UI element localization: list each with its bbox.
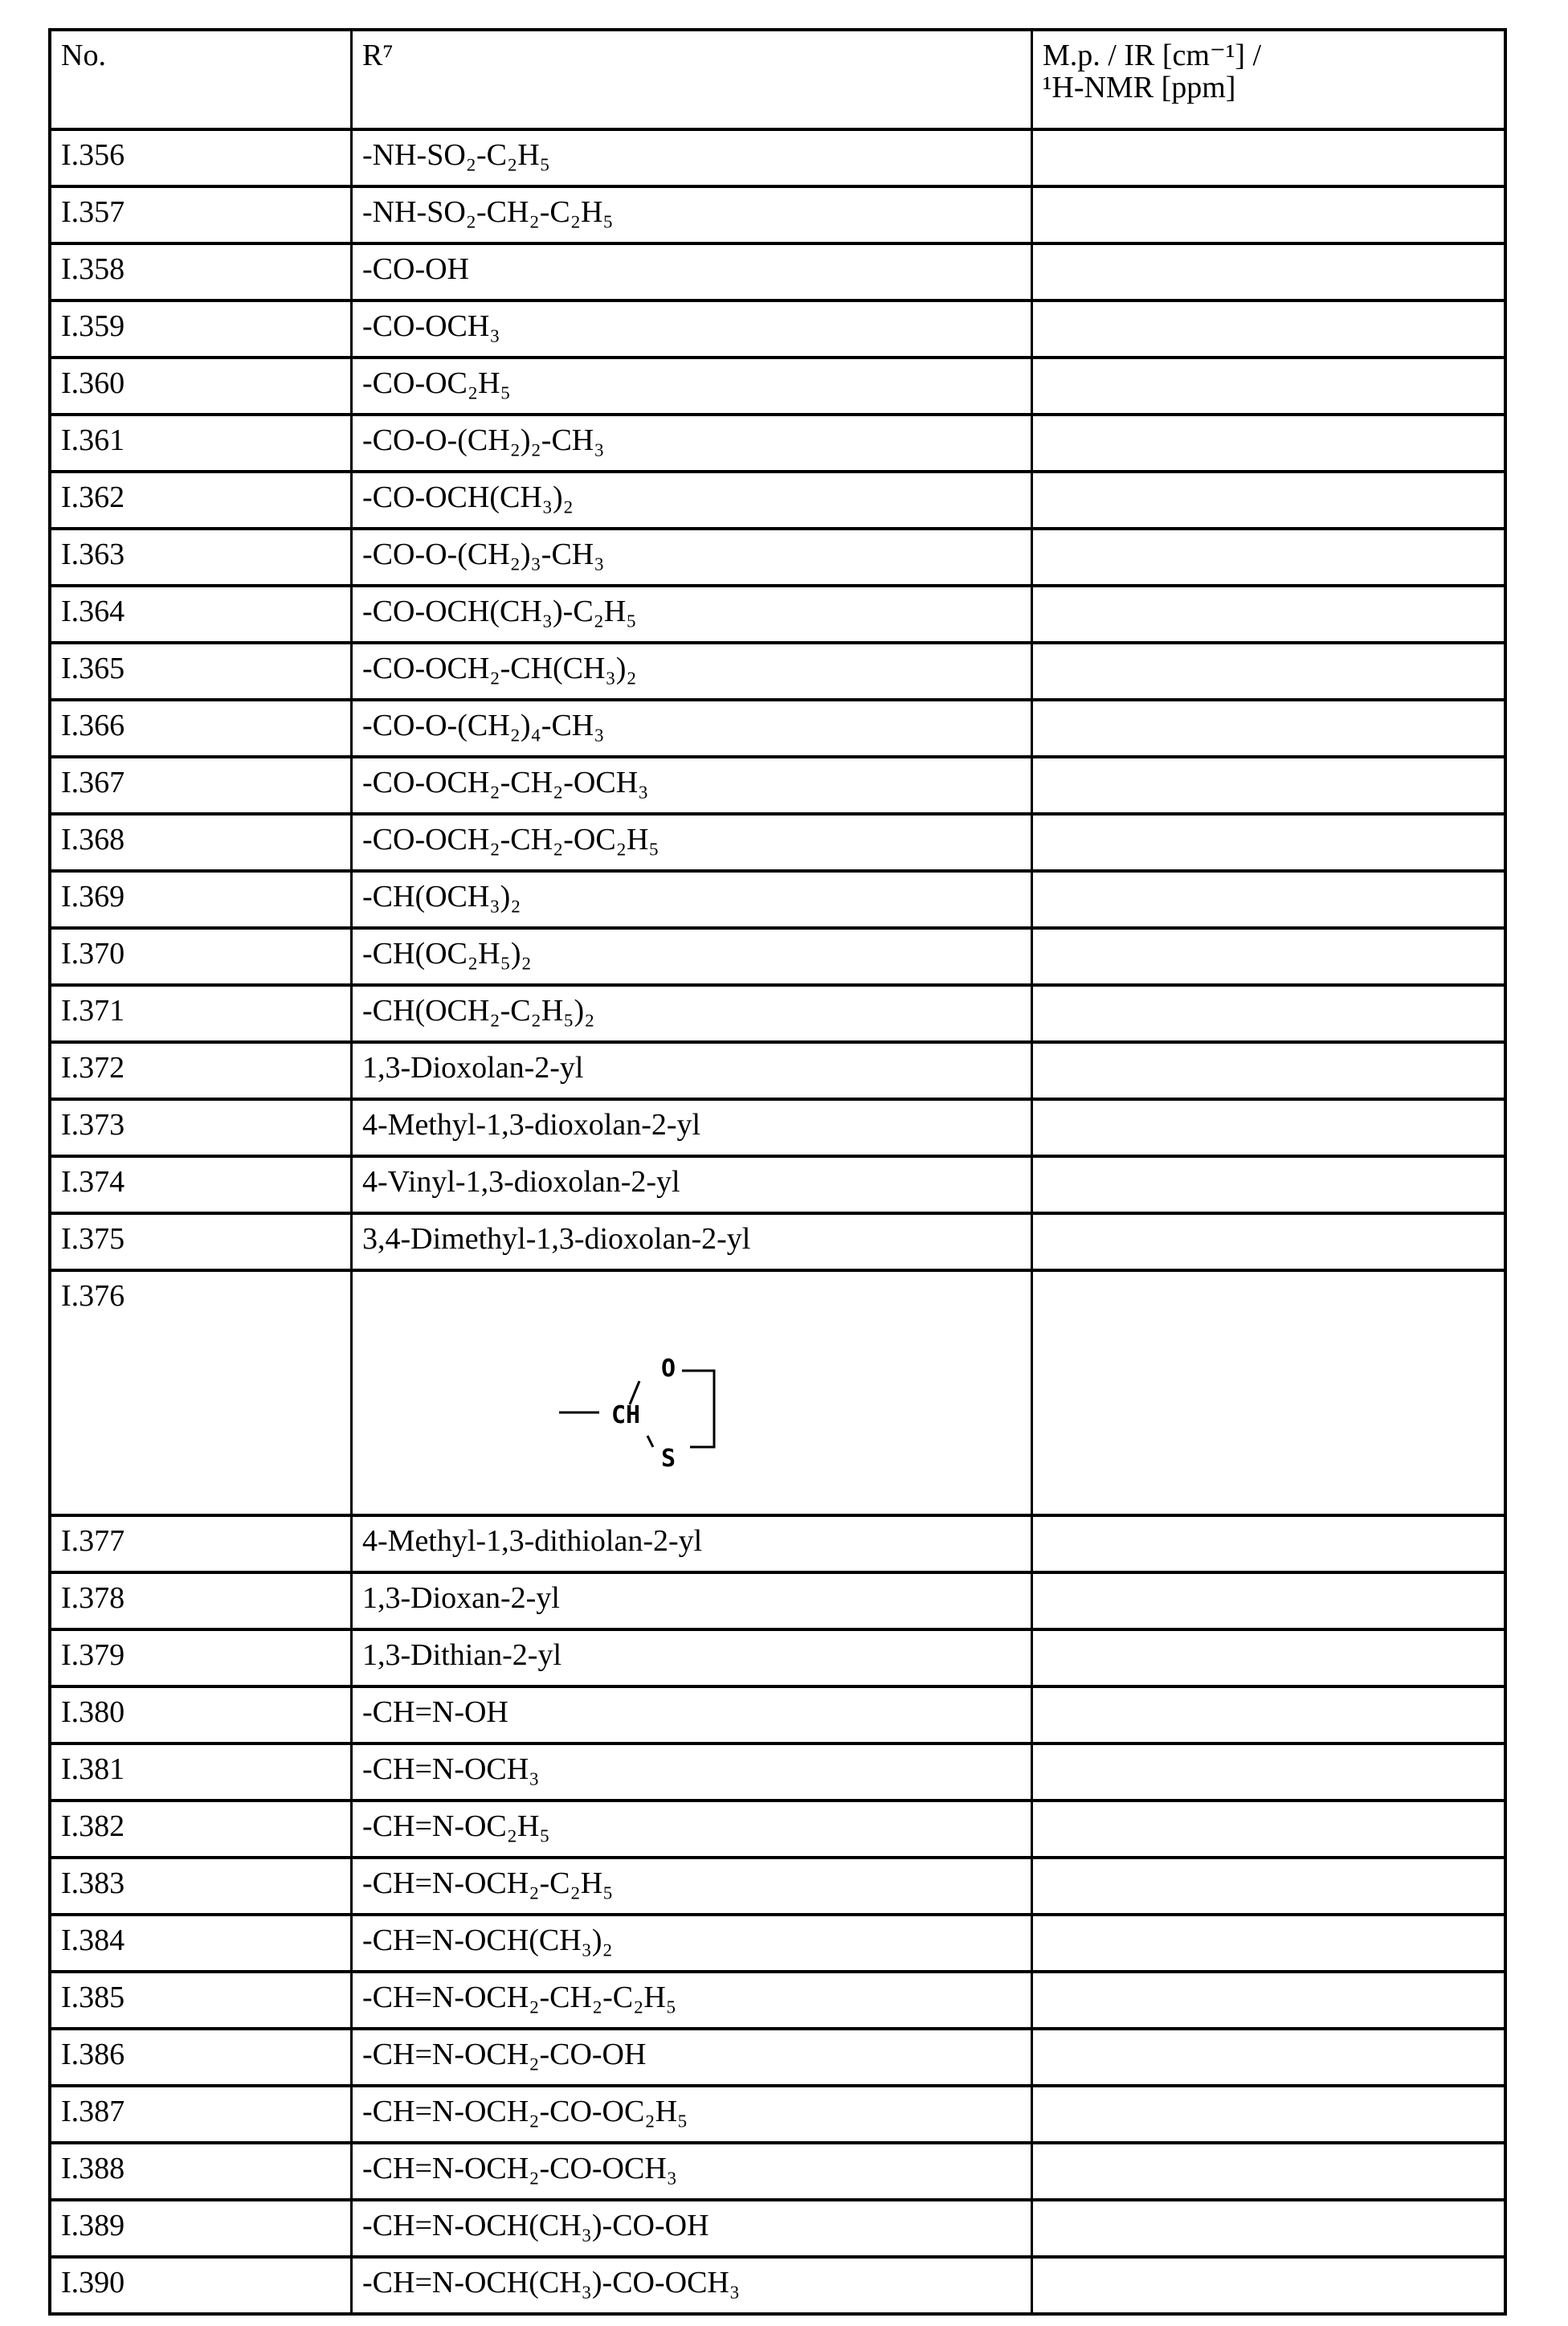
r7-substituent: -CO-OCH₂-CH₂-OCH₃ xyxy=(350,758,1031,812)
r7-substituent: -CH=N-OCH(CH₃)-CO-OCH₃ xyxy=(350,2259,1031,2312)
table-header-row xyxy=(51,31,1504,128)
atom-label-oxygen: O xyxy=(661,1355,676,1383)
table-row xyxy=(51,470,1504,527)
table-row xyxy=(51,1742,1504,1799)
physical-data xyxy=(1031,2030,1504,2084)
table-row xyxy=(51,2141,1504,2198)
compound-number: I.376 xyxy=(61,1279,125,1313)
physical-data xyxy=(1031,930,1504,983)
column-header-physical-data xyxy=(1031,31,1504,128)
r7-substituent: -CO-O-(CH₂)₂-CH₃ xyxy=(350,416,1031,470)
compound-number: I.361 xyxy=(61,423,125,457)
compound-number: I.373 xyxy=(61,1108,125,1142)
compound-number: I.377 xyxy=(61,1524,125,1558)
physical-data xyxy=(1031,473,1504,527)
physical-data xyxy=(1031,2259,1504,2312)
physical-data xyxy=(1031,188,1504,242)
compound-number: I.363 xyxy=(61,538,125,571)
r7-substituent: -CO-OCH₂-CH(CH₃)₂ xyxy=(350,644,1031,698)
physical-data xyxy=(1031,245,1504,299)
table-row xyxy=(51,1799,1504,1856)
table-row xyxy=(51,1970,1504,2027)
table-row xyxy=(51,1685,1504,1742)
table-row xyxy=(51,1212,1504,1269)
table-row xyxy=(51,128,1504,185)
compound-number: I.357 xyxy=(61,195,125,229)
compound-number: I.358 xyxy=(61,252,125,286)
physical-data xyxy=(1031,873,1504,926)
table-row xyxy=(51,1856,1504,1913)
table-row xyxy=(51,2027,1504,2084)
table-row xyxy=(51,242,1504,299)
r7-substituent: -CO-OCH(CH₃)₂ xyxy=(350,473,1031,527)
physical-data xyxy=(1031,1044,1504,1098)
compound-number: I.374 xyxy=(61,1165,125,1199)
physical-data xyxy=(1031,302,1504,356)
compound-number: I.366 xyxy=(61,709,125,742)
r7-substituent: -CH=N-OCH(CH₃)-CO-OH xyxy=(350,2201,1031,2255)
r7-substituent: -CH=N-OCH₂-CO-OCH₃ xyxy=(350,2144,1031,2198)
compound-number: I.385 xyxy=(61,1981,125,2014)
physical-data xyxy=(1031,701,1504,755)
r7-substituent: -CO-OCH₃ xyxy=(350,302,1031,356)
compound-number: I.388 xyxy=(61,2152,125,2185)
table-row xyxy=(51,413,1504,470)
compound-number: I.356 xyxy=(61,138,125,172)
physical-data xyxy=(1031,1272,1504,1514)
atom-label-methine: CH xyxy=(611,1401,641,1429)
r7-substituent: -CH=N-OC₂H₅ xyxy=(350,1802,1031,1856)
table-row xyxy=(51,356,1504,413)
r7-substituent: -CH=N-OCH₂-CH₂-C₂H₅ xyxy=(350,1973,1031,2027)
table-row xyxy=(51,1571,1504,1628)
table-row xyxy=(51,926,1504,983)
table-row xyxy=(51,185,1504,242)
physical-data xyxy=(1031,1158,1504,1212)
compound-number: I.382 xyxy=(61,1809,125,1843)
table-row xyxy=(51,584,1504,641)
table-row xyxy=(51,2255,1504,2312)
compound-table xyxy=(48,28,1507,2316)
compound-number: I.380 xyxy=(61,1695,125,1729)
table-row xyxy=(51,983,1504,1040)
physical-data xyxy=(1031,644,1504,698)
table-row xyxy=(51,698,1504,755)
r7-substituent: 4-Methyl-1,3-dioxolan-2-yl xyxy=(350,1101,1031,1155)
column-header-no: No. xyxy=(61,39,106,72)
compound-number: I.379 xyxy=(61,1638,125,1672)
r7-substituent: -CH=N-OCH₂-CO-OH xyxy=(350,2030,1031,2084)
table-row xyxy=(51,2198,1504,2255)
table-row xyxy=(51,1514,1504,1571)
r7-substituent: -CH(OC₂H₅)₂ xyxy=(350,930,1031,983)
compound-number: I.365 xyxy=(61,652,125,685)
physical-data xyxy=(1031,416,1504,470)
compound-number: I.360 xyxy=(61,366,125,400)
r7-substituent: -CH=N-OH xyxy=(350,1688,1031,1742)
r7-substituent xyxy=(350,1272,1031,1514)
physical-data xyxy=(1031,1802,1504,1856)
compound-number: I.375 xyxy=(61,1222,125,1256)
compound-number: I.384 xyxy=(61,1923,125,1957)
atom-label-sulfur: S xyxy=(661,1445,676,1473)
physical-data xyxy=(1031,1631,1504,1685)
compound-number: I.371 xyxy=(61,994,125,1028)
compound-number: I.362 xyxy=(61,480,125,514)
column-header-physical-data-line1: M.p. / IR [cm⁻¹] / xyxy=(1043,39,1262,72)
r7-substituent: -CO-O-(CH₂)₄-CH₃ xyxy=(350,701,1031,755)
physical-data xyxy=(1031,758,1504,812)
physical-data xyxy=(1031,816,1504,869)
oxathiolanyl-ring-icon xyxy=(362,1280,1031,1489)
physical-data xyxy=(1031,1574,1504,1628)
r7-substituent: -CO-O-(CH₂)₃-CH₃ xyxy=(350,530,1031,584)
compound-number: I.389 xyxy=(61,2209,125,2242)
r7-substituent: 1,3-Dithian-2-yl xyxy=(350,1631,1031,1685)
physical-data xyxy=(1031,987,1504,1040)
r7-substituent: -CH=N-OCH₃ xyxy=(350,1745,1031,1799)
table-row xyxy=(51,1040,1504,1098)
compound-number: I.386 xyxy=(61,2038,125,2071)
table-row xyxy=(51,2084,1504,2141)
physical-data xyxy=(1031,1916,1504,1970)
table-row xyxy=(51,1269,1504,1514)
compound-number: I.387 xyxy=(61,2095,125,2128)
r7-substituent: 1,3-Dioxolan-2-yl xyxy=(350,1044,1031,1098)
r7-substituent: -NH-SO₂-C₂H₅ xyxy=(350,131,1031,185)
r7-substituent: -NH-SO₂-CH₂-C₂H₅ xyxy=(350,188,1031,242)
compound-number: I.378 xyxy=(61,1581,125,1615)
physical-data xyxy=(1031,359,1504,413)
table-row xyxy=(51,1098,1504,1155)
column-header-r7: R⁷ xyxy=(350,31,1031,128)
r7-substituent: -CH=N-OCH₂-CO-OC₂H₅ xyxy=(350,2087,1031,2141)
table-row xyxy=(51,527,1504,584)
physical-data xyxy=(1031,2144,1504,2198)
compound-number: I.367 xyxy=(61,766,125,799)
physical-data xyxy=(1031,1859,1504,1913)
table-row xyxy=(51,755,1504,812)
physical-data xyxy=(1031,1517,1504,1571)
r7-substituent: -CO-OCH₂-CH₂-OC₂H₅ xyxy=(350,816,1031,869)
table-row xyxy=(51,812,1504,869)
r7-substituent: 4-Vinyl-1,3-dioxolan-2-yl xyxy=(350,1158,1031,1212)
compound-number: I.359 xyxy=(61,309,125,343)
compound-number: I.390 xyxy=(61,2266,125,2299)
physical-data xyxy=(1031,2087,1504,2141)
r7-substituent: -CH(OCH₃)₂ xyxy=(350,873,1031,926)
physical-data xyxy=(1031,1688,1504,1742)
physical-data xyxy=(1031,1215,1504,1269)
r7-substituent: 4-Methyl-1,3-dithiolan-2-yl xyxy=(350,1517,1031,1571)
r7-substituent: -CH=N-OCH₂-C₂H₅ xyxy=(350,1859,1031,1913)
table-row xyxy=(51,641,1504,698)
compound-number: I.372 xyxy=(61,1051,125,1085)
r7-substituent: 1,3-Dioxan-2-yl xyxy=(350,1574,1031,1628)
physical-data xyxy=(1031,1745,1504,1799)
r7-substituent: -CH(OCH₂-C₂H₅)₂ xyxy=(350,987,1031,1040)
table-row xyxy=(51,299,1504,356)
table-row xyxy=(51,1628,1504,1685)
physical-data xyxy=(1031,587,1504,641)
column-header-physical-data-line2: ¹H-NMR [ppm] xyxy=(1043,71,1236,104)
physical-data xyxy=(1031,530,1504,584)
table-row xyxy=(51,1155,1504,1212)
r7-substituent: -CH=N-OCH(CH₃)₂ xyxy=(350,1916,1031,1970)
physical-data xyxy=(1031,2201,1504,2255)
r7-substituent: -CO-OCH(CH₃)-C₂H₅ xyxy=(350,587,1031,641)
compound-number: I.364 xyxy=(61,595,125,628)
compound-number: I.370 xyxy=(61,937,125,971)
physical-data xyxy=(1031,1101,1504,1155)
r7-substituent: -CO-OC₂H₅ xyxy=(350,359,1031,413)
table-row xyxy=(51,1913,1504,1970)
compound-number: I.368 xyxy=(61,823,125,856)
compound-number: I.383 xyxy=(61,1866,125,1900)
compound-number: I.381 xyxy=(61,1752,125,1786)
physical-data xyxy=(1031,1973,1504,2027)
table-row xyxy=(51,869,1504,926)
compound-number: I.369 xyxy=(61,880,125,914)
r7-substituent: -CO-OH xyxy=(350,245,1031,299)
oxathiolane-structure-diagram xyxy=(362,1280,1031,1473)
physical-data xyxy=(1031,131,1504,185)
r7-substituent: 3,4-Dimethyl-1,3-dioxolan-2-yl xyxy=(350,1215,1031,1269)
